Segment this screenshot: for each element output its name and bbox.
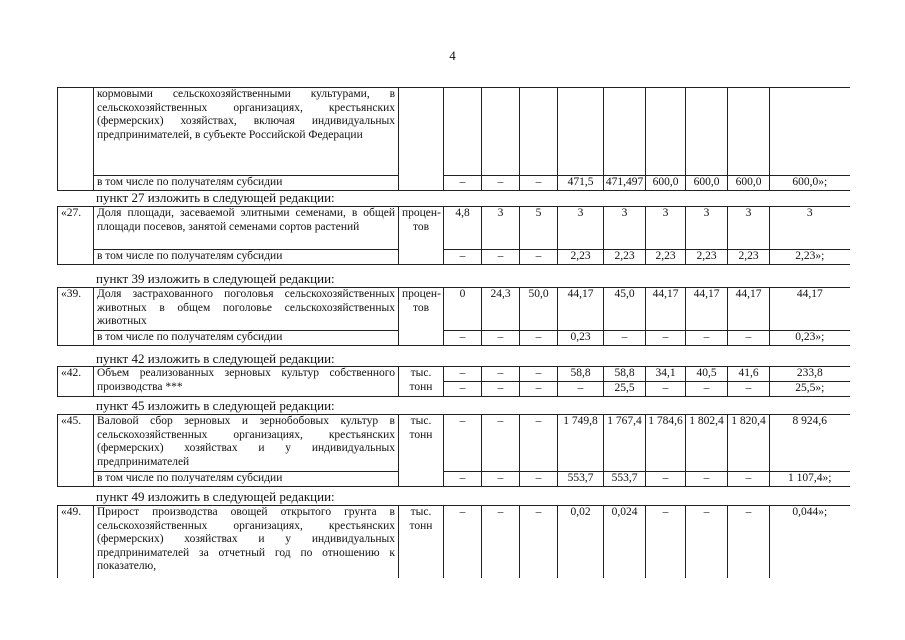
item-number: «42. xyxy=(58,367,94,397)
value-cell: 600,0 xyxy=(686,176,728,191)
value-cell: 3 xyxy=(558,207,604,250)
unit-cell: тыс. тонн xyxy=(399,367,444,397)
value-cell: – xyxy=(482,176,520,191)
indicator-name: Прирост производства овощей открытого грунта в сельскохозяйственных организациях, крестьянских (фермерских) хозяйствах и у индивидуальных предпринимателей за отчетный год по отношению к показателю, xyxy=(94,506,399,578)
value-cell: 25,5 xyxy=(604,382,646,397)
value-cell: – xyxy=(520,331,558,346)
value-cell: 471,5 xyxy=(558,176,604,191)
table-row xyxy=(58,207,850,250)
value-cell: 2,23 xyxy=(728,250,770,265)
value-cell: 553,7 xyxy=(604,472,646,487)
item-number: «39. xyxy=(58,288,94,346)
value-cell xyxy=(728,88,770,176)
value-cell: – xyxy=(444,415,482,472)
value-cell: 41,6 xyxy=(728,367,770,382)
value-cell: 44,17 xyxy=(728,288,770,331)
value-cell: – xyxy=(444,176,482,191)
value-cell: 0,044»; xyxy=(770,506,850,578)
unit-cell xyxy=(399,88,444,191)
table-block-27 xyxy=(57,206,850,265)
value-cell: – xyxy=(444,250,482,265)
value-cell: 1 784,6 xyxy=(646,415,686,472)
value-cell: – xyxy=(444,472,482,487)
value-cell: – xyxy=(482,506,520,578)
indicator-name: Доля площади, засеваемой элитными семенами, в общей площади посевов, занятой семенами сортов растений xyxy=(94,207,399,250)
table-row xyxy=(58,288,850,331)
value-cell: 1 107,4»; xyxy=(770,472,850,487)
subsidy-label: в том числе по получателям субсидии xyxy=(94,331,399,346)
value-cell: 58,8 xyxy=(604,367,646,382)
value-cell: 3 xyxy=(686,207,728,250)
table-row xyxy=(58,472,850,487)
table-block-45 xyxy=(57,414,850,487)
value-cell: 553,7 xyxy=(558,472,604,487)
value-cell: 58,8 xyxy=(558,367,604,382)
value-cell: – xyxy=(520,506,558,578)
value-cell: – xyxy=(646,331,686,346)
table-row xyxy=(58,88,850,176)
unit-cell: процен-тов xyxy=(399,288,444,346)
value-cell: – xyxy=(520,176,558,191)
value-cell: – xyxy=(444,331,482,346)
table-block-42 xyxy=(57,366,850,397)
value-cell: 1 802,4 xyxy=(686,415,728,472)
value-cell: 471,497 xyxy=(604,176,646,191)
value-cell: 5 xyxy=(520,207,558,250)
value-cell: – xyxy=(604,331,646,346)
value-cell xyxy=(646,88,686,176)
value-cell: 3 xyxy=(482,207,520,250)
value-cell: – xyxy=(482,250,520,265)
value-cell: 25,5»; xyxy=(770,382,850,397)
value-cell: 600,0 xyxy=(728,176,770,191)
amendment-instruction: пункт 45 изложить в следующей редакции: xyxy=(96,398,335,413)
value-cell: – xyxy=(646,472,686,487)
subsidy-label: в том числе по получателям субсидии xyxy=(94,250,399,265)
value-cell: – xyxy=(728,331,770,346)
table-row xyxy=(58,176,850,191)
value-cell: – xyxy=(444,367,482,382)
item-number: «27. xyxy=(58,207,94,265)
value-cell: – xyxy=(444,506,482,578)
value-cell: – xyxy=(646,382,686,397)
value-cell: 24,3 xyxy=(482,288,520,331)
table-row xyxy=(58,367,850,382)
value-cell: – xyxy=(520,472,558,487)
value-cell: – xyxy=(520,415,558,472)
value-cell: – xyxy=(686,506,728,578)
item-number xyxy=(58,88,94,176)
value-cell: – xyxy=(520,250,558,265)
unit-cell: процен-тов xyxy=(399,207,444,265)
value-cell: 3 xyxy=(728,207,770,250)
unit-cell: тыс. тонн xyxy=(399,415,444,487)
value-cell: – xyxy=(520,382,558,397)
value-cell: – xyxy=(482,367,520,382)
value-cell: 50,0 xyxy=(520,288,558,331)
value-cell: 44,17 xyxy=(770,288,850,331)
value-cell: 40,5 xyxy=(686,367,728,382)
value-cell: 8 924,6 xyxy=(770,415,850,472)
value-cell: 3 xyxy=(604,207,646,250)
value-cell xyxy=(770,88,850,176)
value-cell: – xyxy=(728,472,770,487)
value-cell: – xyxy=(482,331,520,346)
value-cell: – xyxy=(482,382,520,397)
value-cell xyxy=(686,88,728,176)
value-cell: 2,23 xyxy=(686,250,728,265)
value-cell: 44,17 xyxy=(558,288,604,331)
value-cell: 45,0 xyxy=(604,288,646,331)
indicator-name: Доля застрахованного поголовья сельскохозяйственных животных в общем поголовье сельскохозяйственных животных xyxy=(94,288,399,331)
value-cell: 3 xyxy=(770,207,850,250)
amendment-instruction: пункт 42 изложить в следующей редакции: xyxy=(96,351,335,366)
table-row xyxy=(58,331,850,346)
value-cell: 44,17 xyxy=(686,288,728,331)
item-number: «45. xyxy=(58,415,94,487)
value-cell: 3 xyxy=(646,207,686,250)
value-cell: 0,23 xyxy=(558,331,604,346)
value-cell: – xyxy=(686,331,728,346)
value-cell: 1 749,8 xyxy=(558,415,604,472)
value-cell xyxy=(604,88,646,176)
amendment-instruction: пункт 49 изложить в следующей редакции: xyxy=(96,489,335,504)
value-cell: 0,02 xyxy=(558,506,604,578)
value-cell: – xyxy=(482,472,520,487)
value-cell: 1 820,4 xyxy=(728,415,770,472)
value-cell: – xyxy=(444,382,482,397)
value-cell xyxy=(444,88,482,176)
value-cell: – xyxy=(646,506,686,578)
value-cell: 34,1 xyxy=(646,367,686,382)
value-cell: 2,23»; xyxy=(770,250,850,265)
indicator-name: Валовой сбор зерновых и зернобобовых культур в сельскохозяйственных организациях, крестьянских (фермерских) хозяйствах и у индивидуальных предпринимателей xyxy=(94,415,399,472)
value-cell: 600,0»; xyxy=(770,176,850,191)
table-block-49 xyxy=(57,505,850,578)
value-cell: – xyxy=(686,472,728,487)
value-cell xyxy=(520,88,558,176)
table-block-39 xyxy=(57,287,850,346)
unit-cell: тыс. тонн xyxy=(399,506,444,578)
value-cell xyxy=(482,88,520,176)
value-cell: – xyxy=(520,367,558,382)
indicator-name: Объем реализованных зерновых культур собственного производства *** xyxy=(94,367,399,397)
value-cell: 600,0 xyxy=(646,176,686,191)
value-cell: – xyxy=(728,382,770,397)
value-cell: 233,8 xyxy=(770,367,850,382)
value-cell: 2,23 xyxy=(604,250,646,265)
subsidy-label: в том числе по получателям субсидии xyxy=(94,472,399,487)
table-row xyxy=(58,415,850,472)
amendment-instruction: пункт 27 изложить в следующей редакции: xyxy=(96,190,335,205)
item-number-empty xyxy=(58,176,94,191)
value-cell: 44,17 xyxy=(646,288,686,331)
value-cell: – xyxy=(558,382,604,397)
value-cell: – xyxy=(686,382,728,397)
item-number: «49. xyxy=(58,506,94,578)
page-number: 4 xyxy=(449,48,456,63)
table-row xyxy=(58,506,850,578)
amendment-instruction: пункт 39 изложить в следующей редакции: xyxy=(96,271,335,286)
value-cell: 2,23 xyxy=(646,250,686,265)
value-cell xyxy=(558,88,604,176)
value-cell: – xyxy=(482,415,520,472)
value-cell: 0 xyxy=(444,288,482,331)
value-cell: – xyxy=(728,506,770,578)
value-cell: 1 767,4 xyxy=(604,415,646,472)
value-cell: 0,23»; xyxy=(770,331,850,346)
indicator-name: кормовыми сельскохозяйственными культурами, в сельскохозяйственных организациях, крестьянских (фермерских) хозяйствах, включая индивидуальных предпринимателей, в субъекте Российской Федерации xyxy=(94,88,399,176)
table-row xyxy=(58,250,850,265)
table-block-continuation xyxy=(57,87,850,191)
value-cell: 0,024 xyxy=(604,506,646,578)
value-cell: 4,8 xyxy=(444,207,482,250)
subsidy-label: в том числе по получателям субсидии xyxy=(94,176,399,191)
value-cell: 2,23 xyxy=(558,250,604,265)
